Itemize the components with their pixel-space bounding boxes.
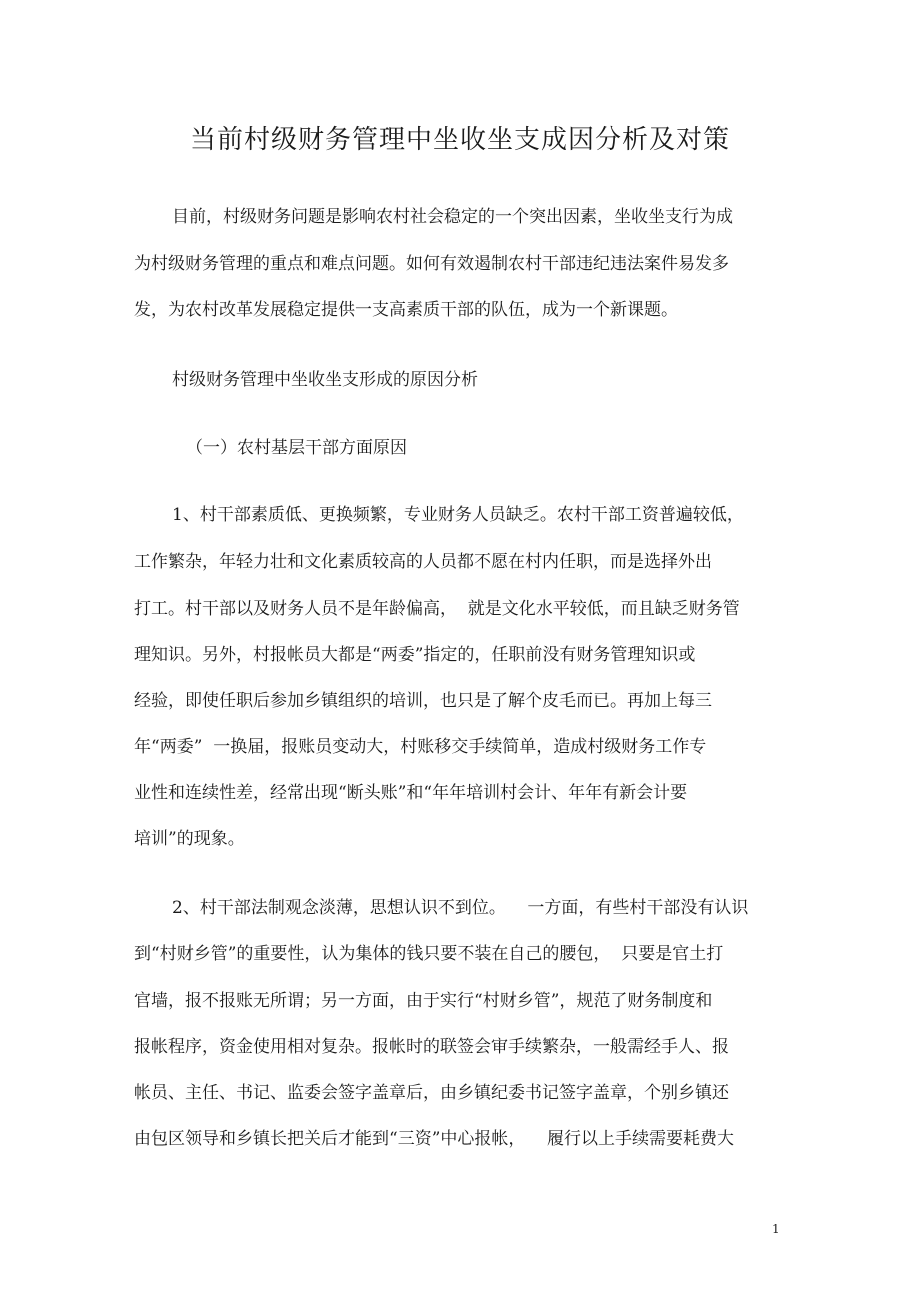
section-heading: 村级财务管理中坐收坐支形成的原因分析 xyxy=(172,370,478,390)
text-line: 业性和连续性差，经常出现“断头账”和“年年培训村会计、年年有新会计要 xyxy=(134,783,688,803)
text-line: 理知识。另外，村报帐员大都是“两委”指定的，任职前没有财务管理知识或 xyxy=(134,645,696,665)
document-title: 当前村级财务管理中坐收坐支成因分析及对策 xyxy=(189,125,730,155)
text-line: 经验，即使任职后参加乡镇组织的培训，也只是了解个皮毛而已。再加上每三 xyxy=(134,691,712,711)
text-line: 报帐程序，资金使用相对复杂。报帐时的联签会审手续繁杂，一般需经手人、报 xyxy=(134,1037,729,1057)
text-line: 年“两委” 一换届，报账员变动大，村账移交手续简单，造成村级财务工作专 xyxy=(134,737,707,757)
subsection-heading: （一）农村基层干部方面原因 xyxy=(186,438,407,458)
text-line: 工作繁杂，年轻力壮和文化素质较高的人员都不愿在村内任职，而是选择外出 xyxy=(134,552,712,572)
page-number: 1 xyxy=(772,1222,780,1236)
text-line: 发，为农村改革发展稳定提供一支高素质干部的队伍，成为一个新课题。 xyxy=(134,300,678,320)
text-line: 目前，村级财务问题是影响农村社会稳定的一个突出因素，坐收坐支行为成 xyxy=(172,207,733,227)
text-line: 打工。村干部以及财务人员不是年龄偏高， 就是文化水平较低，而且缺乏财务管 xyxy=(134,599,740,619)
text-line: 培训”的现象。 xyxy=(134,829,245,849)
text-line: 由包区领导和乡镇长把关后才能到“三资”中心报帐， 履行以上手续需要耗费大 xyxy=(134,1129,734,1149)
text-line: 帐员、主任、书记、监委会签字盖章后，由乡镇纪委书记签字盖章，个别乡镇还 xyxy=(134,1083,729,1103)
text-line: 2、村干部法制观念淡薄，思想认识不到位。 一方面，有些村干部没有认识 xyxy=(172,898,749,918)
text-line: 为村级财务管理的重点和难点问题。如何有效遏制农村干部违纪违法案件易发多 xyxy=(134,254,729,274)
text-line: 官墙，报不报账无所谓；另一方面，由于实行“村财乡管”，规范了财务制度和 xyxy=(134,991,713,1011)
text-line: 1、村干部素质低、更换频繁，专业财务人员缺乏。农村干部工资普遍较低， xyxy=(172,505,744,525)
text-line: 到“村财乡管”的重要性，认为集体的钱只要不装在自己的腰包， 只要是官土打 xyxy=(134,944,724,964)
